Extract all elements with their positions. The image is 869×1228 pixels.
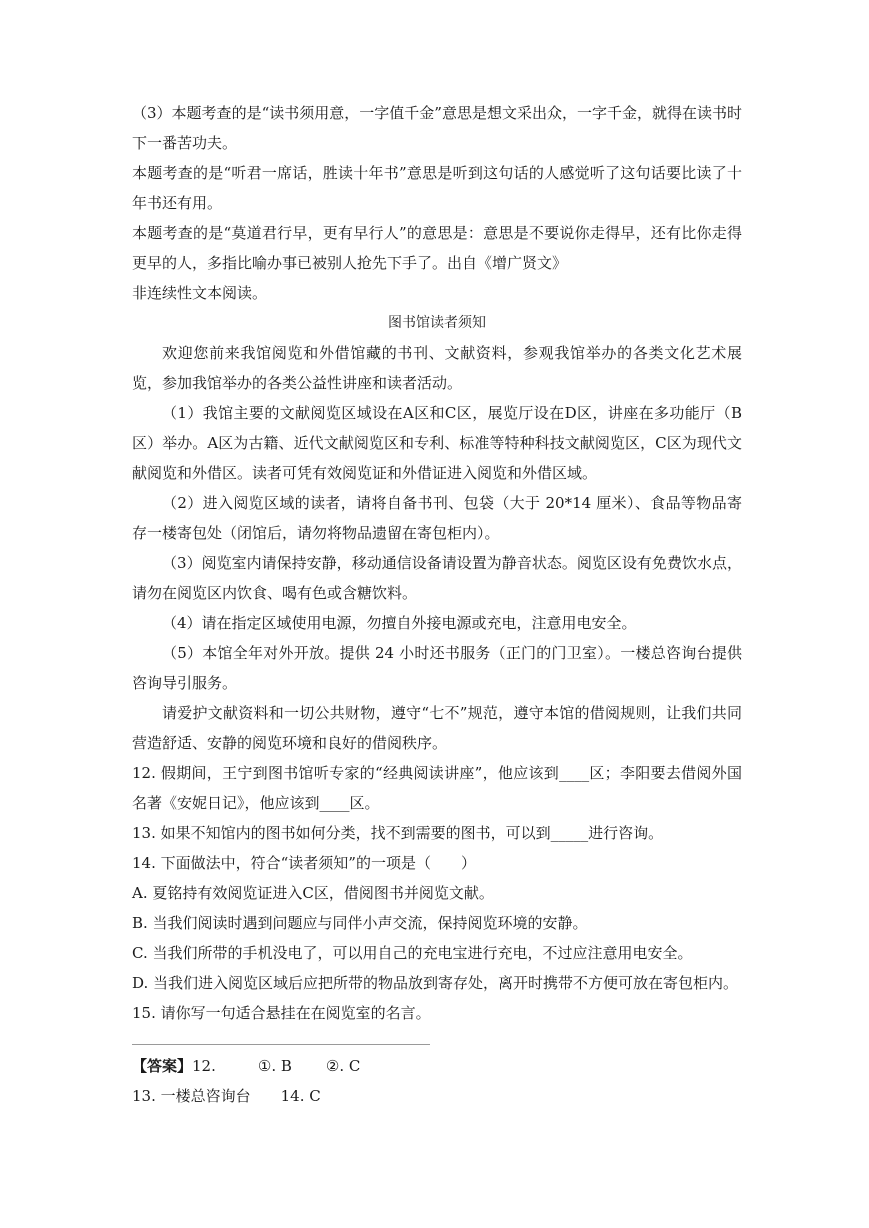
answer-label: 【答案】 <box>132 1057 193 1075</box>
answer-divider <box>132 1044 430 1045</box>
notice-item-4: （4）请在指定区域使用电源，勿擅自外接电源或充电，注意用电安全。 <box>162 614 637 632</box>
analysis-paragraph-3: （3）本题考查的是“读书须用意，一字值千金”意思是想文采出众，一字千金，就得在读书时下一番苦功夫。 <box>132 104 742 152</box>
question-15: 15. 请你写一句适合悬挂在在阅览室的名言。 <box>132 1004 431 1022</box>
option-b: B. 当我们阅读时遇到问题应与同伴小声交流，保持阅览环境的安静。 <box>132 914 588 932</box>
answer-q12-part2: ②. C <box>325 1057 361 1075</box>
question-13: 13. 如果不知馆内的图书如何分类，找不到需要的图书，可以到_____进行咨询。 <box>132 824 664 842</box>
document-page <box>132 98 742 1111</box>
notice-closing: 请爱护文献资料和一切公共财物，遵守“七不”规范，遵守本馆的借阅规则，让我们共同营造舒适、安静的阅览环境和良好的借阅秩序。 <box>132 704 742 752</box>
answer-q14: 14. C <box>280 1087 321 1105</box>
answer-line-2 <box>132 1081 742 1111</box>
notice-item-1: （1）我馆主要的文献阅览区域设在A区和C区，展览厅设在D区，讲座在多功能厅（B区）举办。A区为古籍、近代文献阅览区和专利、标准等特种科技文献阅览区，C区为现代文献阅览和外借区。读者可凭有效阅览证和外借证进入阅览和外借区域。 <box>132 404 742 482</box>
section-heading: 非连续性文本阅读。 <box>132 284 268 302</box>
option-c: C. 当我们所带的手机没电了，可以用自己的充电宝进行充电，不过应注意用电安全。 <box>132 944 693 962</box>
answer-q13: 13. 一楼总咨询台 <box>132 1087 251 1105</box>
question-12: 12. 假期间，王宁到图书馆听专家的“经典阅读讲座”，他应该到____区；李阳要去借阅外国名著《安妮日记》，他应该到____区。 <box>132 764 742 812</box>
analysis-paragraph-4: 本题考查的是“听君一席话，胜读十年书”意思是听到这句话的人感觉听了这句话要比读了十年书还有用。 <box>132 164 742 212</box>
answer-q12-number: 12. <box>192 1057 216 1075</box>
answer-q12-part1: ①. B <box>257 1057 292 1075</box>
option-d: D. 当我们进入阅览区域后应把所带的物品放到寄存处，离开时携带不方便可放在寄包柜内。 <box>132 974 739 992</box>
notice-item-2: （2）进入阅览区域的读者，请将自备书刊、包袋（大于 20*14 厘米）、食品等物品寄存一楼寄包处（闭馆后，请勿将物品遗留在寄包柜内）。 <box>132 494 742 542</box>
notice-title: 图书馆读者须知 <box>388 315 486 331</box>
option-a: A. 夏铭持有效阅览证进入C区，借阅图书并阅览文献。 <box>132 884 494 902</box>
answer-line-1 <box>132 1051 742 1081</box>
question-14: 14. 下面做法中，符合“读者须知”的一项是（ ） <box>132 854 476 872</box>
notice-item-5: （5）本馆全年对外开放。提供 24 小时还书服务（正门的门卫室）。一楼总咨询台提供咨询导引服务。 <box>132 644 742 692</box>
notice-intro: 欢迎您前来我馆阅览和外借馆藏的书刊、文献资料，参观我馆举办的各类文化艺术展览，参加我馆举办的各类公益性讲座和读者活动。 <box>132 344 742 392</box>
notice-item-3: （3）阅览室内请保持安静，移动通信设备请设置为静音状态。阅览区设有免费饮水点，请勿在阅览区内饮食、喝有色或含糖饮料。 <box>132 554 742 602</box>
analysis-paragraph-5: 本题考查的是“莫道君行早，更有早行人”的意思是：意思是不要说你走得早，还有比你走得更早的人，多指比喻办事已被别人抢先下手了。出自《增广贤文》 <box>132 224 742 272</box>
